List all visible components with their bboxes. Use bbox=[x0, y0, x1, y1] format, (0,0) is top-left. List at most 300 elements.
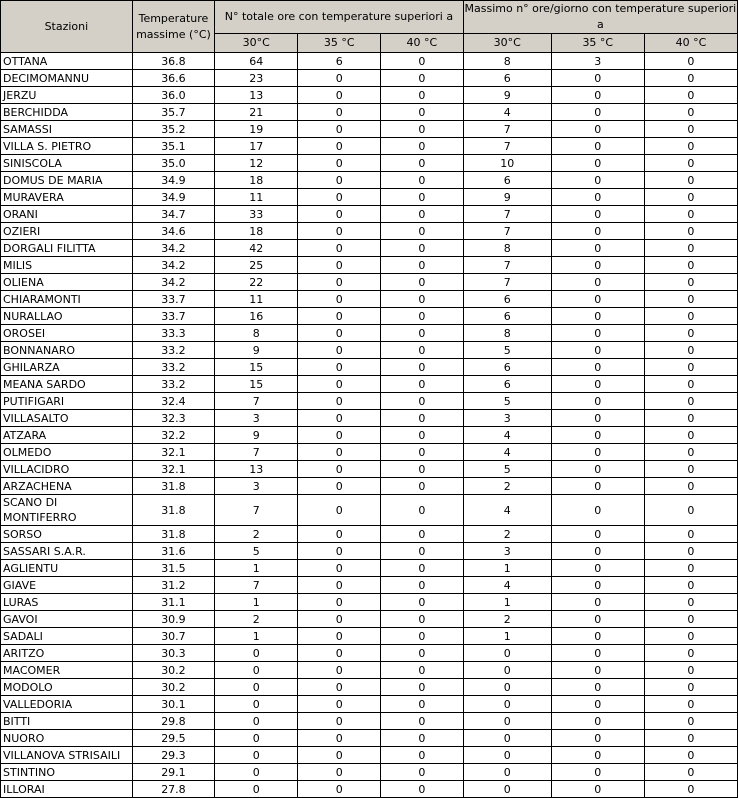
table-row bbox=[1, 645, 738, 662]
station-name-cell: SINISCOLA bbox=[1, 155, 133, 172]
max-temperature-cell: 34.9 bbox=[132, 189, 214, 206]
max-hours-30-cell: 3 bbox=[463, 543, 551, 560]
total-hours-30-cell: 1 bbox=[215, 628, 298, 645]
max-hours-30-cell: 4 bbox=[463, 577, 551, 594]
total-hours-30-cell: 0 bbox=[215, 781, 298, 798]
station-name-cell: OROSEI bbox=[1, 325, 133, 342]
header-stations bbox=[1, 1, 133, 53]
table-row bbox=[1, 679, 738, 696]
max-hours-30-cell: 6 bbox=[463, 172, 551, 189]
max-hours-40-cell: 0 bbox=[644, 495, 737, 526]
header-max-30: 30°C bbox=[463, 34, 551, 53]
total-hours-40-cell: 0 bbox=[381, 121, 464, 138]
max-hours-40-cell: 0 bbox=[644, 376, 737, 393]
max-hours-30-cell: 0 bbox=[463, 679, 551, 696]
total-hours-35-cell: 0 bbox=[298, 543, 381, 560]
station-name-cell: GIAVE bbox=[1, 577, 133, 594]
max-hours-40-cell: 0 bbox=[644, 764, 737, 781]
max-hours-35-cell: 0 bbox=[551, 342, 644, 359]
total-hours-35-cell: 0 bbox=[298, 223, 381, 240]
total-hours-30-cell: 22 bbox=[215, 274, 298, 291]
max-hours-40-cell: 0 bbox=[644, 155, 737, 172]
total-hours-40-cell: 0 bbox=[381, 172, 464, 189]
table-row bbox=[1, 104, 738, 121]
total-hours-30-cell: 0 bbox=[215, 679, 298, 696]
total-hours-35-cell: 0 bbox=[298, 172, 381, 189]
max-temperature-cell: 31.5 bbox=[132, 560, 214, 577]
header-tmax-line2: massime (°C) bbox=[136, 27, 211, 41]
total-hours-40-cell: 0 bbox=[381, 594, 464, 611]
total-hours-40-cell: 0 bbox=[381, 679, 464, 696]
max-temperature-cell: 30.3 bbox=[132, 645, 214, 662]
total-hours-35-cell: 0 bbox=[298, 696, 381, 713]
total-hours-30-cell: 18 bbox=[215, 172, 298, 189]
total-hours-30-cell: 33 bbox=[215, 206, 298, 223]
total-hours-30-cell: 0 bbox=[215, 747, 298, 764]
total-hours-30-cell: 1 bbox=[215, 594, 298, 611]
max-hours-40-cell: 0 bbox=[644, 308, 737, 325]
max-temperature-cell: 30.1 bbox=[132, 696, 214, 713]
max-hours-40-cell: 0 bbox=[644, 526, 737, 543]
table-row bbox=[1, 70, 738, 87]
max-hours-30-cell: 9 bbox=[463, 87, 551, 104]
header-group-total-hours-label: N° totale ore con temperature superiori a bbox=[224, 10, 454, 23]
max-temperature-cell: 34.6 bbox=[132, 223, 214, 240]
table-row bbox=[1, 747, 738, 764]
table-row bbox=[1, 172, 738, 189]
max-temperature-cell: 34.2 bbox=[132, 257, 214, 274]
total-hours-35-cell: 0 bbox=[298, 70, 381, 87]
max-hours-30-cell: 3 bbox=[463, 410, 551, 427]
max-hours-40-cell: 0 bbox=[644, 478, 737, 495]
total-hours-35-cell: 0 bbox=[298, 325, 381, 342]
max-temperature-cell: 32.3 bbox=[132, 410, 214, 427]
station-name-cell: ARZACHENA bbox=[1, 478, 133, 495]
max-hours-40-cell: 0 bbox=[644, 461, 737, 478]
total-hours-30-cell: 23 bbox=[215, 70, 298, 87]
total-hours-30-cell: 8 bbox=[215, 325, 298, 342]
max-hours-40-cell: 0 bbox=[644, 70, 737, 87]
total-hours-40-cell: 0 bbox=[381, 645, 464, 662]
max-temperature-cell: 33.7 bbox=[132, 291, 214, 308]
max-hours-40-cell: 0 bbox=[644, 325, 737, 342]
total-hours-40-cell: 0 bbox=[381, 138, 464, 155]
total-hours-40-cell: 0 bbox=[381, 577, 464, 594]
max-hours-30-cell: 7 bbox=[463, 257, 551, 274]
header-max-temperature bbox=[132, 1, 214, 53]
total-hours-35-cell: 0 bbox=[298, 662, 381, 679]
total-hours-35-cell: 0 bbox=[298, 461, 381, 478]
max-hours-40-cell: 0 bbox=[644, 747, 737, 764]
table-row bbox=[1, 257, 738, 274]
max-hours-40-cell: 0 bbox=[644, 393, 737, 410]
total-hours-30-cell: 9 bbox=[215, 427, 298, 444]
table-row bbox=[1, 87, 738, 104]
total-hours-35-cell: 0 bbox=[298, 594, 381, 611]
total-hours-30-cell: 3 bbox=[215, 410, 298, 427]
total-hours-40-cell: 0 bbox=[381, 730, 464, 747]
table-row bbox=[1, 526, 738, 543]
max-hours-30-cell: 0 bbox=[463, 662, 551, 679]
total-hours-30-cell: 11 bbox=[215, 189, 298, 206]
total-hours-40-cell: 0 bbox=[381, 87, 464, 104]
max-hours-35-cell: 0 bbox=[551, 325, 644, 342]
header-max-40: 40 °C bbox=[644, 34, 737, 53]
total-hours-35-cell: 0 bbox=[298, 240, 381, 257]
max-hours-30-cell: 7 bbox=[463, 223, 551, 240]
max-hours-35-cell: 0 bbox=[551, 577, 644, 594]
table-row bbox=[1, 495, 738, 526]
header-stations-label: Stazioni bbox=[44, 19, 89, 33]
total-hours-30-cell: 0 bbox=[215, 730, 298, 747]
table-row bbox=[1, 223, 738, 240]
table-row bbox=[1, 461, 738, 478]
total-hours-30-cell: 21 bbox=[215, 104, 298, 121]
max-temperature-cell: 33.2 bbox=[132, 376, 214, 393]
table-row bbox=[1, 308, 738, 325]
max-hours-35-cell: 0 bbox=[551, 87, 644, 104]
max-hours-40-cell: 0 bbox=[644, 121, 737, 138]
max-hours-30-cell: 9 bbox=[463, 189, 551, 206]
total-hours-35-cell: 0 bbox=[298, 444, 381, 461]
total-hours-40-cell: 0 bbox=[381, 53, 464, 70]
max-hours-30-cell: 2 bbox=[463, 526, 551, 543]
total-hours-35-cell: 0 bbox=[298, 410, 381, 427]
total-hours-30-cell: 18 bbox=[215, 223, 298, 240]
max-hours-40-cell: 0 bbox=[644, 696, 737, 713]
table-row bbox=[1, 577, 738, 594]
max-temperature-cell: 31.8 bbox=[132, 526, 214, 543]
max-hours-35-cell: 0 bbox=[551, 291, 644, 308]
table-row bbox=[1, 291, 738, 308]
table-row bbox=[1, 594, 738, 611]
max-hours-40-cell: 0 bbox=[644, 138, 737, 155]
max-hours-30-cell: 0 bbox=[463, 696, 551, 713]
total-hours-30-cell: 7 bbox=[215, 495, 298, 526]
max-hours-35-cell: 0 bbox=[551, 628, 644, 645]
total-hours-35-cell: 0 bbox=[298, 376, 381, 393]
total-hours-40-cell: 0 bbox=[381, 478, 464, 495]
max-temperature-cell: 33.3 bbox=[132, 325, 214, 342]
max-temperature-cell: 31.1 bbox=[132, 594, 214, 611]
max-hours-40-cell: 0 bbox=[644, 87, 737, 104]
max-hours-35-cell: 0 bbox=[551, 155, 644, 172]
station-name-cell: STINTINO bbox=[1, 764, 133, 781]
max-temperature-cell: 35.7 bbox=[132, 104, 214, 121]
max-temperature-cell: 30.2 bbox=[132, 679, 214, 696]
max-hours-35-cell: 0 bbox=[551, 376, 644, 393]
station-name-cell: MILIS bbox=[1, 257, 133, 274]
station-name-cell: MACOMER bbox=[1, 662, 133, 679]
max-hours-35-cell: 0 bbox=[551, 730, 644, 747]
total-hours-40-cell: 0 bbox=[381, 257, 464, 274]
total-hours-30-cell: 25 bbox=[215, 257, 298, 274]
max-temperature-cell: 31.6 bbox=[132, 543, 214, 560]
total-hours-40-cell: 0 bbox=[381, 155, 464, 172]
total-hours-35-cell: 0 bbox=[298, 427, 381, 444]
max-temperature-cell: 31.2 bbox=[132, 577, 214, 594]
max-temperature-cell: 36.8 bbox=[132, 53, 214, 70]
max-hours-40-cell: 0 bbox=[644, 543, 737, 560]
table-row bbox=[1, 543, 738, 560]
station-name-cell: OLIENA bbox=[1, 274, 133, 291]
header-row-1 bbox=[1, 1, 738, 34]
table-row bbox=[1, 138, 738, 155]
max-hours-30-cell: 0 bbox=[463, 781, 551, 798]
max-hours-35-cell: 0 bbox=[551, 274, 644, 291]
table-row bbox=[1, 53, 738, 70]
total-hours-40-cell: 0 bbox=[381, 747, 464, 764]
max-hours-30-cell: 0 bbox=[463, 764, 551, 781]
max-hours-35-cell: 0 bbox=[551, 747, 644, 764]
station-name-cell: BERCHIDDA bbox=[1, 104, 133, 121]
max-temperature-cell: 34.9 bbox=[132, 172, 214, 189]
total-hours-40-cell: 0 bbox=[381, 189, 464, 206]
max-hours-35-cell: 0 bbox=[551, 645, 644, 662]
table-row bbox=[1, 325, 738, 342]
total-hours-40-cell: 0 bbox=[381, 427, 464, 444]
max-hours-35-cell: 0 bbox=[551, 393, 644, 410]
total-hours-30-cell: 0 bbox=[215, 662, 298, 679]
total-hours-30-cell: 16 bbox=[215, 308, 298, 325]
total-hours-35-cell: 0 bbox=[298, 359, 381, 376]
total-hours-30-cell: 7 bbox=[215, 577, 298, 594]
total-hours-40-cell: 0 bbox=[381, 342, 464, 359]
max-hours-30-cell: 6 bbox=[463, 359, 551, 376]
total-hours-35-cell: 0 bbox=[298, 104, 381, 121]
total-hours-40-cell: 0 bbox=[381, 376, 464, 393]
total-hours-35-cell: 0 bbox=[298, 526, 381, 543]
total-hours-40-cell: 0 bbox=[381, 274, 464, 291]
total-hours-35-cell: 0 bbox=[298, 291, 381, 308]
total-hours-30-cell: 19 bbox=[215, 121, 298, 138]
max-hours-30-cell: 10 bbox=[463, 155, 551, 172]
station-name-cell: ARITZO bbox=[1, 645, 133, 662]
max-hours-35-cell: 0 bbox=[551, 444, 644, 461]
max-hours-30-cell: 1 bbox=[463, 594, 551, 611]
table-row bbox=[1, 427, 738, 444]
table-row bbox=[1, 478, 738, 495]
max-hours-40-cell: 0 bbox=[644, 444, 737, 461]
max-hours-40-cell: 0 bbox=[644, 713, 737, 730]
max-hours-30-cell: 5 bbox=[463, 342, 551, 359]
station-name-cell: ILLORAI bbox=[1, 781, 133, 798]
max-hours-40-cell: 0 bbox=[644, 274, 737, 291]
max-temperature-cell: 29.1 bbox=[132, 764, 214, 781]
total-hours-40-cell: 0 bbox=[381, 764, 464, 781]
table-row bbox=[1, 155, 738, 172]
max-hours-30-cell: 2 bbox=[463, 478, 551, 495]
header-total-30: 30°C bbox=[215, 34, 298, 53]
table-row bbox=[1, 781, 738, 798]
total-hours-40-cell: 0 bbox=[381, 662, 464, 679]
total-hours-35-cell: 0 bbox=[298, 393, 381, 410]
max-hours-40-cell: 0 bbox=[644, 611, 737, 628]
max-temperature-cell: 34.2 bbox=[132, 274, 214, 291]
max-hours-35-cell: 0 bbox=[551, 189, 644, 206]
table-row bbox=[1, 662, 738, 679]
max-hours-35-cell: 0 bbox=[551, 410, 644, 427]
max-temperature-cell: 33.7 bbox=[132, 308, 214, 325]
max-hours-30-cell: 5 bbox=[463, 461, 551, 478]
station-name-cell: PUTIFIGARI bbox=[1, 393, 133, 410]
total-hours-30-cell: 0 bbox=[215, 713, 298, 730]
max-hours-35-cell: 0 bbox=[551, 543, 644, 560]
station-name-cell: OTTANA bbox=[1, 53, 133, 70]
total-hours-30-cell: 7 bbox=[215, 444, 298, 461]
total-hours-30-cell: 5 bbox=[215, 543, 298, 560]
max-hours-35-cell: 0 bbox=[551, 764, 644, 781]
total-hours-40-cell: 0 bbox=[381, 696, 464, 713]
max-hours-40-cell: 0 bbox=[644, 240, 737, 257]
max-hours-40-cell: 0 bbox=[644, 410, 737, 427]
max-hours-35-cell: 0 bbox=[551, 308, 644, 325]
max-hours-30-cell: 6 bbox=[463, 308, 551, 325]
header-tmax-line1: Temperature bbox=[138, 11, 209, 25]
total-hours-35-cell: 0 bbox=[298, 138, 381, 155]
total-hours-30-cell: 0 bbox=[215, 645, 298, 662]
total-hours-40-cell: 0 bbox=[381, 781, 464, 798]
table-row bbox=[1, 696, 738, 713]
station-name-cell: ATZARA bbox=[1, 427, 133, 444]
total-hours-30-cell: 15 bbox=[215, 376, 298, 393]
table-row bbox=[1, 730, 738, 747]
total-hours-40-cell: 0 bbox=[381, 70, 464, 87]
max-hours-30-cell: 6 bbox=[463, 70, 551, 87]
max-temperature-cell: 30.7 bbox=[132, 628, 214, 645]
station-name-cell: DORGALI FILITTA bbox=[1, 240, 133, 257]
total-hours-30-cell: 2 bbox=[215, 611, 298, 628]
max-hours-30-cell: 4 bbox=[463, 104, 551, 121]
station-name-cell: SCANO DI MONTIFERRO bbox=[1, 495, 133, 526]
max-hours-30-cell: 1 bbox=[463, 560, 551, 577]
header-max-35: 35 °C bbox=[551, 34, 644, 53]
max-hours-40-cell: 0 bbox=[644, 645, 737, 662]
max-hours-35-cell: 0 bbox=[551, 70, 644, 87]
station-name-cell: SASSARI S.A.R. bbox=[1, 543, 133, 560]
table-header bbox=[1, 1, 738, 53]
station-name-cell: BONNANARO bbox=[1, 342, 133, 359]
station-name-cell: SORSO bbox=[1, 526, 133, 543]
max-temperature-cell: 35.2 bbox=[132, 121, 214, 138]
total-hours-30-cell: 2 bbox=[215, 526, 298, 543]
max-hours-30-cell: 4 bbox=[463, 427, 551, 444]
total-hours-30-cell: 64 bbox=[215, 53, 298, 70]
station-name-cell: MURAVERA bbox=[1, 189, 133, 206]
total-hours-35-cell: 0 bbox=[298, 308, 381, 325]
max-hours-40-cell: 0 bbox=[644, 189, 737, 206]
header-group-total-hours bbox=[215, 1, 464, 34]
max-hours-40-cell: 0 bbox=[644, 662, 737, 679]
max-hours-35-cell: 0 bbox=[551, 240, 644, 257]
max-temperature-cell: 35.0 bbox=[132, 155, 214, 172]
total-hours-35-cell: 0 bbox=[298, 628, 381, 645]
max-hours-30-cell: 0 bbox=[463, 747, 551, 764]
max-temperature-cell: 34.7 bbox=[132, 206, 214, 223]
total-hours-40-cell: 0 bbox=[381, 393, 464, 410]
max-temperature-cell: 35.1 bbox=[132, 138, 214, 155]
total-hours-40-cell: 0 bbox=[381, 560, 464, 577]
total-hours-40-cell: 0 bbox=[381, 628, 464, 645]
max-hours-40-cell: 0 bbox=[644, 679, 737, 696]
max-temperature-cell: 33.2 bbox=[132, 342, 214, 359]
max-hours-35-cell: 0 bbox=[551, 427, 644, 444]
max-hours-30-cell: 6 bbox=[463, 376, 551, 393]
max-temperature-cell: 32.1 bbox=[132, 461, 214, 478]
max-hours-30-cell: 4 bbox=[463, 444, 551, 461]
table-body bbox=[1, 53, 738, 798]
max-hours-35-cell: 0 bbox=[551, 172, 644, 189]
station-name-cell: OZIERI bbox=[1, 223, 133, 240]
max-hours-30-cell: 7 bbox=[463, 121, 551, 138]
total-hours-30-cell: 13 bbox=[215, 87, 298, 104]
max-hours-30-cell: 8 bbox=[463, 240, 551, 257]
station-name-cell: VILLASALTO bbox=[1, 410, 133, 427]
station-name-cell: VILLANOVA STRISAILI bbox=[1, 747, 133, 764]
total-hours-35-cell: 0 bbox=[298, 495, 381, 526]
table-row bbox=[1, 611, 738, 628]
max-hours-30-cell: 6 bbox=[463, 291, 551, 308]
table-row bbox=[1, 206, 738, 223]
table-row bbox=[1, 410, 738, 427]
max-hours-30-cell: 2 bbox=[463, 611, 551, 628]
max-hours-40-cell: 0 bbox=[644, 257, 737, 274]
max-temperature-cell: 30.2 bbox=[132, 662, 214, 679]
station-name-cell: VILLA S. PIETRO bbox=[1, 138, 133, 155]
station-name-cell: SADALI bbox=[1, 628, 133, 645]
total-hours-30-cell: 11 bbox=[215, 291, 298, 308]
max-hours-35-cell: 0 bbox=[551, 104, 644, 121]
max-hours-40-cell: 0 bbox=[644, 577, 737, 594]
total-hours-40-cell: 0 bbox=[381, 495, 464, 526]
total-hours-35-cell: 0 bbox=[298, 189, 381, 206]
table-row bbox=[1, 764, 738, 781]
max-hours-35-cell: 0 bbox=[551, 696, 644, 713]
total-hours-35-cell: 0 bbox=[298, 747, 381, 764]
station-name-cell: CHIARAMONTI bbox=[1, 291, 133, 308]
station-name-cell: ORANI bbox=[1, 206, 133, 223]
station-name-cell: DOMUS DE MARIA bbox=[1, 172, 133, 189]
max-hours-30-cell: 1 bbox=[463, 628, 551, 645]
max-hours-35-cell: 0 bbox=[551, 461, 644, 478]
max-hours-35-cell: 0 bbox=[551, 478, 644, 495]
table-row bbox=[1, 560, 738, 577]
max-hours-35-cell: 0 bbox=[551, 781, 644, 798]
total-hours-30-cell: 12 bbox=[215, 155, 298, 172]
station-name-cell: AGLIENTU bbox=[1, 560, 133, 577]
total-hours-30-cell: 17 bbox=[215, 138, 298, 155]
station-name-cell: BITTI bbox=[1, 713, 133, 730]
total-hours-40-cell: 0 bbox=[381, 444, 464, 461]
total-hours-30-cell: 0 bbox=[215, 764, 298, 781]
station-name-cell: GHILARZA bbox=[1, 359, 133, 376]
table-row bbox=[1, 359, 738, 376]
max-temperature-cell: 31.8 bbox=[132, 495, 214, 526]
max-hours-30-cell: 7 bbox=[463, 138, 551, 155]
max-hours-40-cell: 0 bbox=[644, 594, 737, 611]
station-name-cell: LURAS bbox=[1, 594, 133, 611]
total-hours-40-cell: 0 bbox=[381, 713, 464, 730]
max-hours-40-cell: 0 bbox=[644, 628, 737, 645]
max-hours-35-cell: 0 bbox=[551, 495, 644, 526]
max-hours-35-cell: 0 bbox=[551, 611, 644, 628]
max-hours-35-cell: 0 bbox=[551, 560, 644, 577]
max-hours-35-cell: 0 bbox=[551, 526, 644, 543]
max-hours-40-cell: 0 bbox=[644, 223, 737, 240]
total-hours-35-cell: 0 bbox=[298, 577, 381, 594]
max-hours-40-cell: 0 bbox=[644, 53, 737, 70]
max-hours-30-cell: 7 bbox=[463, 206, 551, 223]
